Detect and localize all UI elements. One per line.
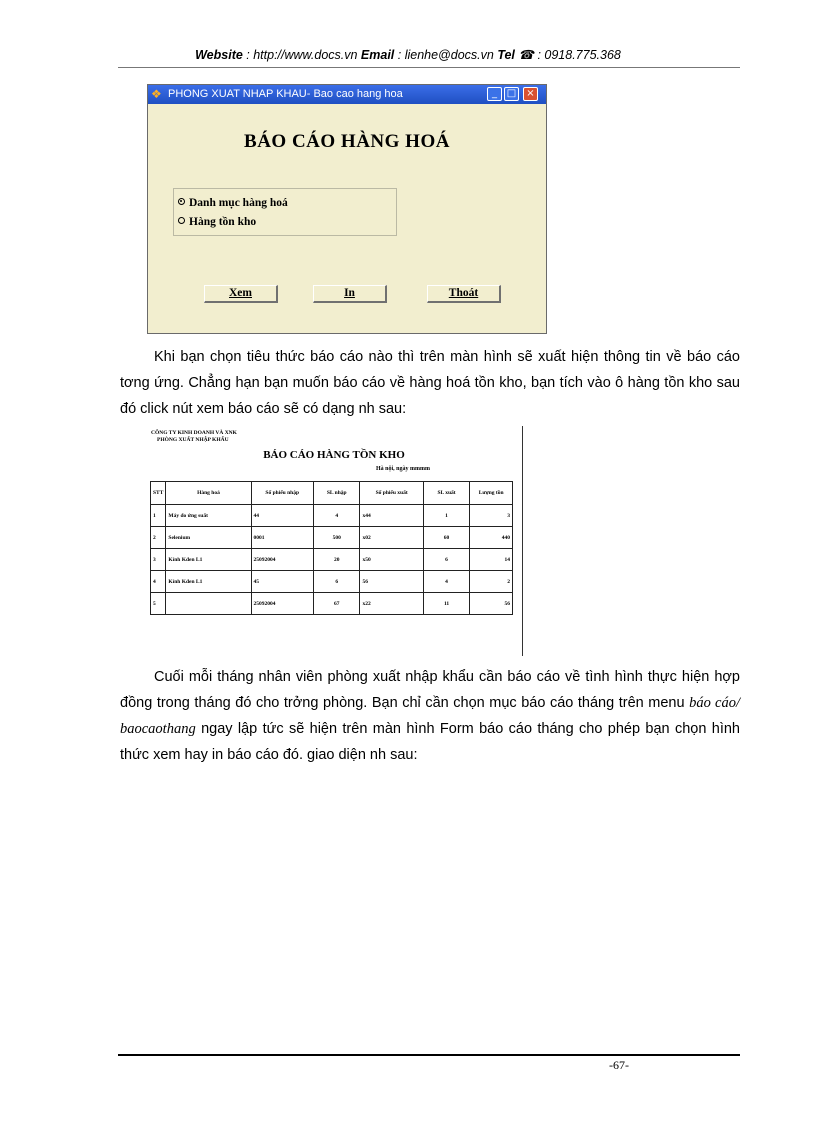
report-dialog-window <box>147 84 547 334</box>
email-label: Email <box>360 48 395 62</box>
cell: x44 <box>360 505 423 527</box>
paragraph1-text: Khi bạn chọn tiêu thức báo cáo nào thì trên màn hình sẽ xuất hiện thông tin về báo cáo tơng ứng. Chẳng hạn bạn muốn báo cáo về hàng hoá tồn kho, bạn tích vào ô hàng tồn kho sau đó click nút xem báo cáo sẽ có dạng nh sau: <box>120 349 740 417</box>
inventory-report-preview <box>148 424 524 656</box>
cell: 20 <box>313 549 360 571</box>
cell: 60 <box>423 527 470 549</box>
option-product-list[interactable] <box>178 197 288 209</box>
paragraph-inventory-report <box>120 344 740 422</box>
cell: 44 <box>251 505 313 527</box>
cell: 440 <box>470 527 513 549</box>
col-header: Lượng tồn <box>470 482 513 505</box>
report-type-group <box>173 188 397 236</box>
radio-selected-icon[interactable] <box>178 198 185 205</box>
cell: x02 <box>360 527 423 549</box>
cell: 0001 <box>251 527 313 549</box>
header-divider <box>118 67 740 68</box>
report-title: BÁO CÁO HÀNG TỒN KHO <box>263 449 405 461</box>
cell: 6 <box>313 571 360 593</box>
cell: x50 <box>360 549 423 571</box>
inventory-table <box>150 481 513 615</box>
cell: 4 <box>151 571 166 593</box>
phone-icon: ☎ <box>518 48 534 62</box>
report-border <box>522 426 523 656</box>
exit-button[interactable]: Thoát <box>427 285 501 303</box>
print-button[interactable]: In <box>313 285 387 303</box>
tel-number: : 0918.775.368 <box>533 48 621 62</box>
cell: 4 <box>313 505 360 527</box>
col-header: Số phiếu xuất <box>360 482 423 505</box>
dialog-title-text: PHONG XUAT NHAP KHAU- Bao cao hang hoa <box>168 88 403 100</box>
website-label: Website <box>195 48 243 62</box>
cell: 25092004 <box>251 549 313 571</box>
maximize-button[interactable]: □ <box>504 87 519 101</box>
cell: 56 <box>470 593 513 615</box>
cell: 6 <box>423 549 470 571</box>
cell: 5 <box>151 593 166 615</box>
cell: Máy đo ứng suất <box>166 505 251 527</box>
option-inventory[interactable] <box>178 216 256 228</box>
table-row <box>151 527 513 549</box>
report-company-line2: PHÒNG XUẤT NHẬP KHẨU <box>157 437 229 443</box>
paragraph2-text-a: Cuối mỗi tháng nhân viên phòng xuất nhập khẩu cần báo cáo về tình hình thực hiện hợp đồng trong tháng đó cho trởng phòng. Bạn chỉ cần chọn mục báo cáo tháng trên menu <box>120 669 740 711</box>
cell: 14 <box>470 549 513 571</box>
table-row <box>151 549 513 571</box>
cell: 500 <box>313 527 360 549</box>
cell: Kính Kđen L1 <box>166 549 251 571</box>
cell: 3 <box>151 549 166 571</box>
col-header: Hàng hoá <box>166 482 251 505</box>
cell: 4 <box>423 571 470 593</box>
cell: 56 <box>360 571 423 593</box>
radio-unselected-icon[interactable] <box>178 217 185 224</box>
view-button[interactable]: Xem <box>204 285 278 303</box>
close-button[interactable]: × <box>523 87 538 101</box>
cell: 45 <box>251 571 313 593</box>
col-header: Số phiếu nhập <box>251 482 313 505</box>
cell <box>166 593 251 615</box>
col-header: SL xuất <box>423 482 470 505</box>
cell: Selenium <box>166 527 251 549</box>
cell: Kính Kđen L1 <box>166 571 251 593</box>
footer-divider <box>118 1054 740 1056</box>
col-header: SL nhập <box>313 482 360 505</box>
option-inventory-label: Hàng tồn kho <box>189 216 257 228</box>
dialog-heading: BÁO CÁO HÀNG HOÁ <box>244 131 450 152</box>
cell: 3 <box>470 505 513 527</box>
option-product-list-label: Danh mục hàng hoá <box>189 197 288 209</box>
table-header-row <box>151 482 513 505</box>
website-url: : http://www.docs.vn <box>242 48 361 62</box>
minimize-button[interactable]: _ <box>487 87 502 101</box>
cell: 67 <box>313 593 360 615</box>
table-row <box>151 571 513 593</box>
table-row <box>151 505 513 527</box>
tel-label: Tel <box>497 48 515 62</box>
paragraph-monthly-report <box>120 664 740 768</box>
menu-path: báo cáo/ baocaothang <box>120 695 740 737</box>
email-address: : lienhe@docs.vn <box>394 48 498 62</box>
cell: 1 <box>423 505 470 527</box>
cell: x22 <box>360 593 423 615</box>
app-icon: ❖ <box>151 87 162 101</box>
cell: 25092004 <box>251 593 313 615</box>
col-header: STT <box>151 482 166 505</box>
cell: 2 <box>470 571 513 593</box>
page-header <box>0 47 816 62</box>
table-row <box>151 593 513 615</box>
report-date: Hà nội, ngày mmmm <box>376 466 430 472</box>
paragraph2-text-b: ngay lập tức sẽ hiện trên màn hình Form báo cáo tháng cho phép bạn chọn hình thức xem hay in báo cáo đó. giao diện nh sau: <box>120 721 740 763</box>
report-company <box>151 430 237 444</box>
cell: 2 <box>151 527 166 549</box>
dialog-titlebar[interactable] <box>148 85 546 104</box>
report-company-line1: CÔNG TY KINH DOANH VÀ XNK <box>151 430 237 436</box>
cell: 11 <box>423 593 470 615</box>
cell: 1 <box>151 505 166 527</box>
page-number: -67- <box>609 1058 629 1072</box>
